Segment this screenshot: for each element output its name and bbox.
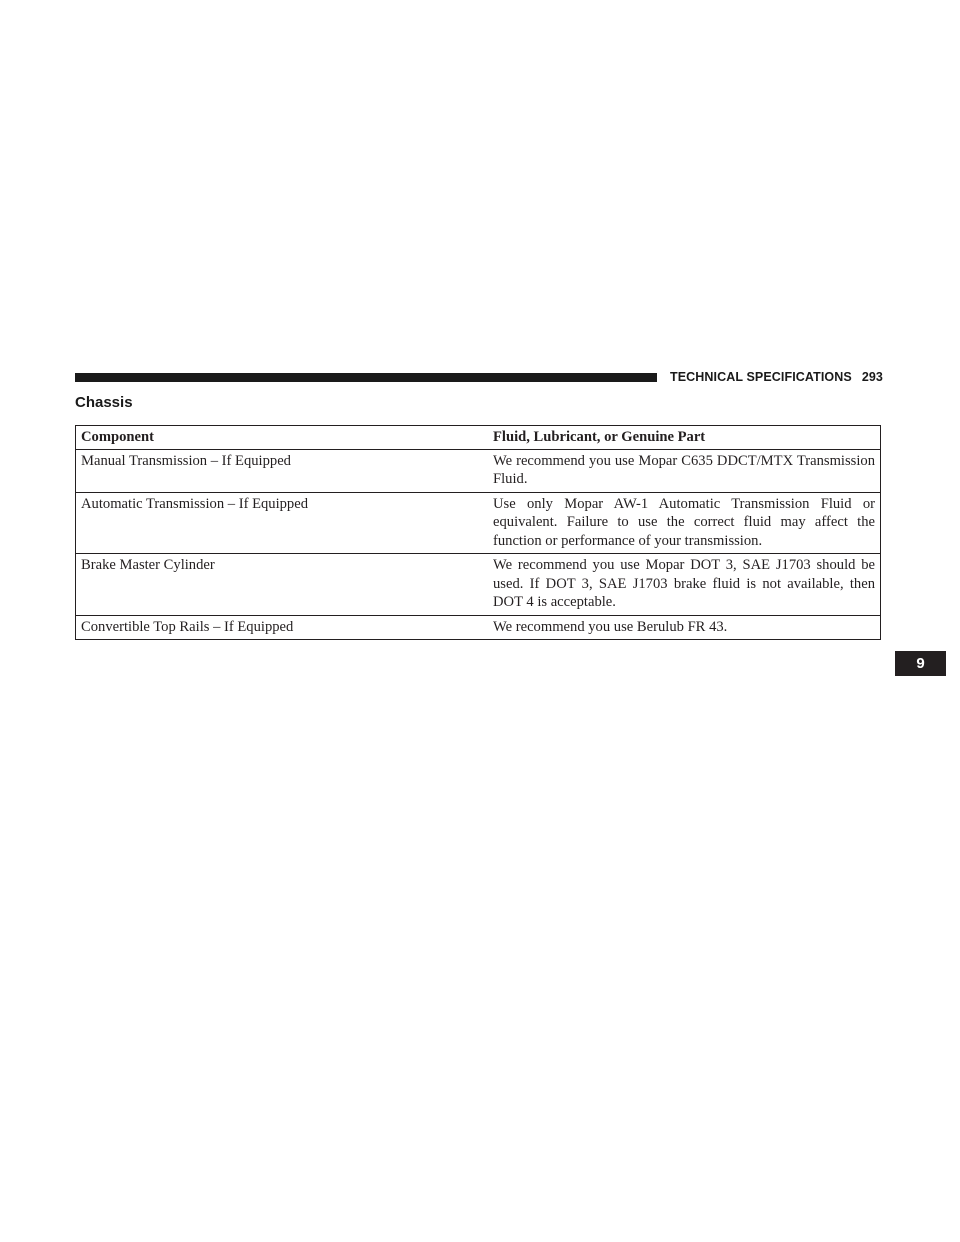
- table-row: [76, 449, 881, 492]
- table-row: [76, 554, 881, 616]
- component-cell: Convertible Top Rails – If Equipped: [76, 615, 484, 640]
- column-header-component: Component: [76, 426, 484, 450]
- part-cell: We recommend you use Mopar DOT 3, SAE J1703 should be used. If DOT 3, SAE J1703 brake fluid is not available, then DOT 4 is acceptable.: [483, 554, 881, 616]
- table-row: [76, 615, 881, 640]
- header-rule: [75, 373, 657, 382]
- chassis-spec-table: [75, 425, 881, 640]
- component-cell: Brake Master Cylinder: [76, 554, 484, 616]
- page-number: 293: [861, 370, 883, 384]
- table-header-row: [76, 426, 881, 450]
- table-row: [76, 492, 881, 554]
- running-header: [670, 370, 883, 384]
- component-cell: Automatic Transmission – If Equipped: [76, 492, 484, 554]
- section-label: TECHNICAL SPECIFICATIONS: [670, 370, 852, 384]
- component-cell: Manual Transmission – If Equipped: [76, 449, 484, 492]
- section-title: Chassis: [75, 394, 133, 411]
- column-header-part: Fluid, Lubricant, or Genuine Part: [483, 426, 881, 450]
- part-cell: We recommend you use Berulub FR 43.: [483, 615, 881, 640]
- chapter-tab: 9: [895, 651, 946, 676]
- part-cell: Use only Mopar AW-1 Automatic Transmission Fluid or equivalent. Failure to use the correct fluid may affect the function or performance of your transmission.: [483, 492, 881, 554]
- part-cell: We recommend you use Mopar C635 DDCT/MTX Transmission Fluid.: [483, 449, 881, 492]
